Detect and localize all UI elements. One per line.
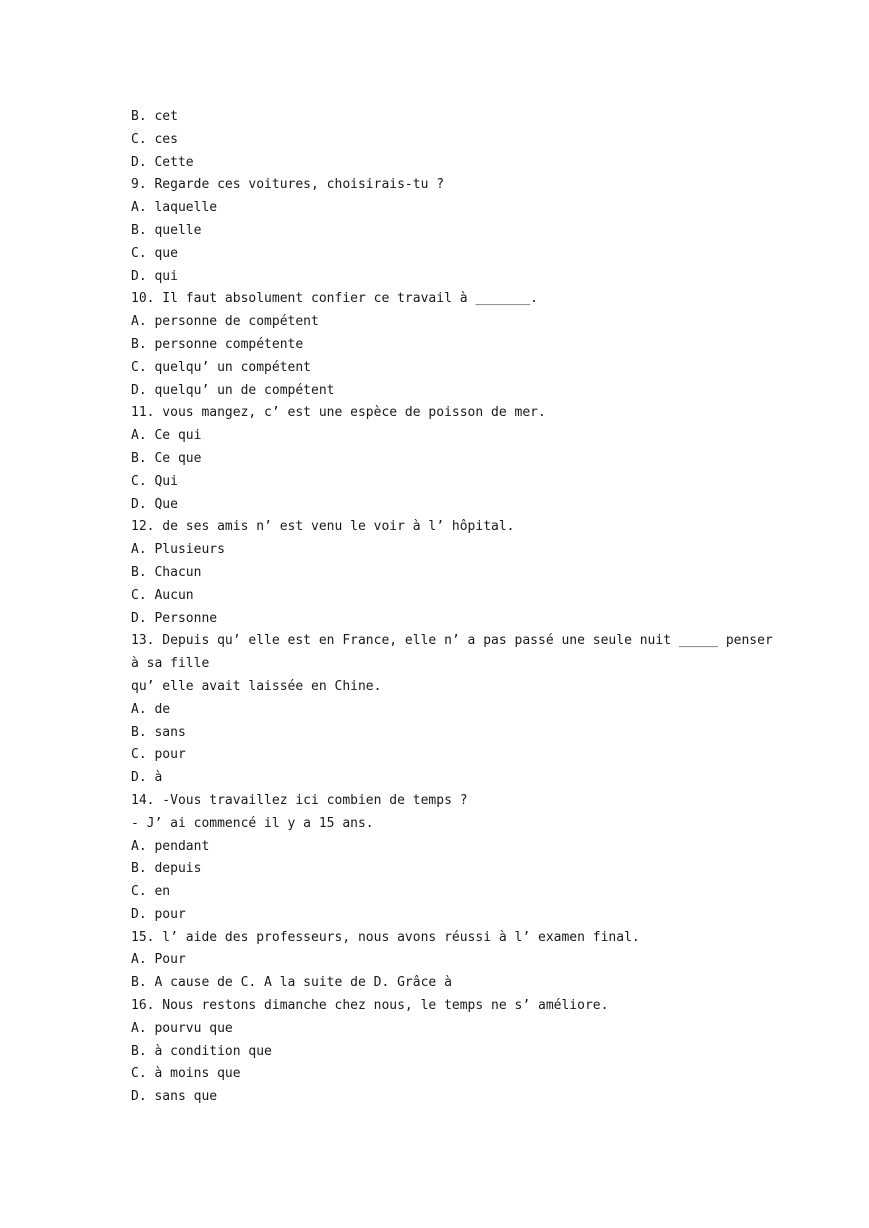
option-16a: A. pourvu que <box>131 1020 233 1036</box>
option-14a: A. pendant <box>131 838 210 854</box>
option-16c: C. à moins que <box>131 1066 241 1082</box>
option-13c: C. pour <box>131 747 186 763</box>
option-8b: B. cet <box>131 109 178 124</box>
option-13d: D. à <box>131 770 163 786</box>
option-9b: B. quelle <box>131 222 202 238</box>
option-14b: B. depuis <box>131 861 202 877</box>
option-13b: B. sans <box>131 724 186 740</box>
option-12d: D. Personne <box>131 610 218 626</box>
question-15: 15. l’ aide des professeurs, nous avons réussi à l’ examen final. <box>131 929 640 945</box>
option-8c: C. ces <box>131 131 178 147</box>
option-8d: D. Cette <box>131 154 194 170</box>
option-11d: D. Que <box>131 496 178 512</box>
option-11a: A. Ce qui <box>131 428 202 444</box>
option-11c: C. Qui <box>131 473 178 489</box>
option-13a: A. de <box>131 701 171 717</box>
option-9c: C. que <box>131 245 178 261</box>
option-10a: A. personne de compétent <box>131 314 319 330</box>
option-16d: D. sans que <box>131 1089 218 1105</box>
option-14d: D. pour <box>131 906 186 922</box>
option-12c: C. Aucun <box>131 587 194 603</box>
option-14c: C. en <box>131 884 171 900</box>
question-13: 13. Depuis qu’ elle est en France, elle n’ a pas passé une seule nuit _____ penser <box>131 633 773 649</box>
option-15bcd: B. A cause de C. A la suite de D. Grâce à <box>131 975 452 991</box>
question-14: 14. -Vous travaillez ici combien de temps ? <box>131 792 468 808</box>
question-14-reply: - J’ ai commencé il y a 15 ans. <box>131 815 374 831</box>
option-11b: B. Ce que <box>131 450 202 466</box>
question-13-cont-1: à sa fille <box>131 656 210 672</box>
question-12: 12. de ses amis n’ est venu le voir à l’ hôpital. <box>131 519 515 535</box>
option-10c: C. quelqu’ un compétent <box>131 359 312 375</box>
question-16: 16. Nous restons dimanche chez nous, le temps ne s’ améliore. <box>131 998 609 1014</box>
option-12b: B. Chacun <box>131 564 202 580</box>
question-11: 11. vous mangez, c’ est une espèce de poisson de mer. <box>131 405 546 421</box>
option-15a: A. Pour <box>131 952 186 968</box>
option-10b: B. personne compétente <box>131 336 304 352</box>
option-10d: D. quelqu’ un de compétent <box>131 382 335 398</box>
question-10: 10. Il faut absolument confier ce travail à _______. <box>131 291 538 307</box>
question-9: 9. Regarde ces voitures, choisirais-tu ? <box>131 177 445 193</box>
question-13-cont-2: qu’ elle avait laissée en Chine. <box>131 678 382 694</box>
option-16b: B. à condition que <box>131 1043 272 1059</box>
option-9a: A. laquelle <box>131 200 218 216</box>
option-12a: A. Plusieurs <box>131 542 225 558</box>
option-9d: D. qui <box>131 268 178 284</box>
document-page <box>131 106 773 1109</box>
